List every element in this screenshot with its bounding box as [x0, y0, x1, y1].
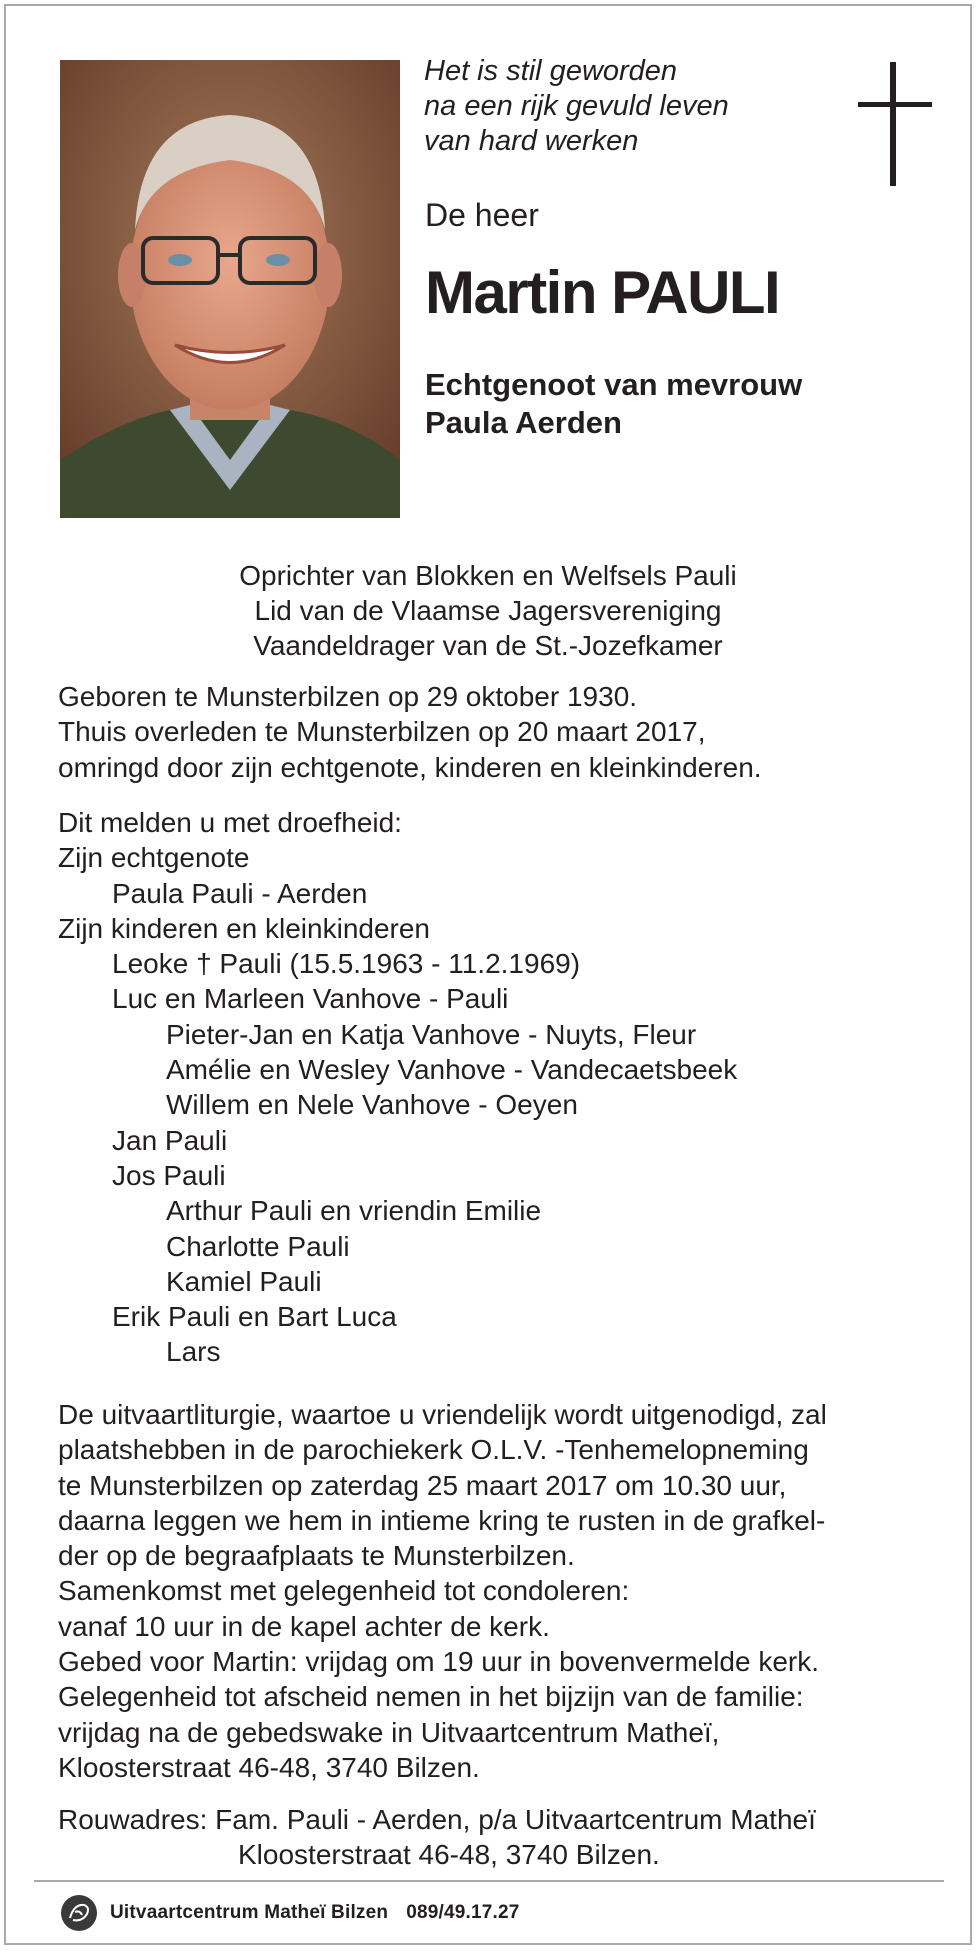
family-line: Pieter-Jan en Katja Vanhove - Nuyts, Fleur	[166, 1018, 697, 1050]
poem-line: Het is stil geworden	[424, 55, 678, 87]
role-line: Vaandeldrager van de St.-Jozefkamer	[253, 630, 723, 661]
family-line: Jan Pauli	[112, 1124, 228, 1156]
family-line: Dit melden u met droefheid:	[58, 807, 402, 838]
life-line: Geboren te Munsterbilzen op 29 oktober 1930.	[58, 681, 638, 712]
family-line: Zijn echtgenote	[58, 842, 250, 874]
footer	[60, 1892, 520, 1934]
ceremony-line: der op de begraafplaats te Munsterbilzen.	[58, 1540, 575, 1572]
family-line: Leoke † Pauli (15.5.1963 - 11.2.1969)	[112, 948, 581, 980]
family-line: Paula Pauli - Aerden	[112, 877, 368, 909]
family-line: Kamiel Pauli	[166, 1265, 322, 1297]
funeral-home-name: Uitvaartcentrum Matheï Bilzen	[110, 1902, 389, 1923]
ceremony-line: De uitvaartliturgie, waartoe u vriendelijk wordt uitgenodigd, zal	[58, 1399, 827, 1430]
footer-divider	[34, 1880, 944, 1882]
family-line: Erik Pauli en Bart Luca	[112, 1301, 397, 1333]
family-line: Lars	[166, 1336, 221, 1368]
ceremony-line: plaatshebben in de parochiekerk O.L.V. -Tenhemelopneming	[58, 1434, 809, 1466]
ceremony-line: vanaf 10 uur in de kapel achter de kerk.	[58, 1610, 550, 1642]
life-line: omringd door zijn echtgenote, kinderen en kleinkinderen.	[58, 751, 762, 783]
ceremony-line: Gelegenheid tot afscheid nemen in het bijzijn van de familie:	[58, 1681, 804, 1713]
family-line: Charlotte Pauli	[166, 1230, 350, 1262]
ceremony-line: Samenkomst met gelegenheid tot condoleren:	[58, 1575, 630, 1607]
ceremony-line: te Munsterbilzen op zaterdag 25 maart 2017 om 10.30 uur,	[58, 1469, 787, 1501]
funeral-home-logo-icon	[60, 1894, 98, 1932]
family-line: Jos Pauli	[112, 1159, 226, 1191]
spouse-line: Paula Aerden	[425, 405, 622, 440]
family-line: Arthur Pauli en vriendin Emilie	[166, 1195, 542, 1227]
address-line: Kloosterstraat 46-48, 3740 Bilzen.	[238, 1839, 660, 1870]
ceremony-line: Gebed voor Martin: vrijdag om 19 uur in bovenvermelde kerk.	[58, 1646, 820, 1678]
ceremony-info	[58, 1397, 938, 1785]
family-line: Amélie en Wesley Vanhove - Vandecaetsbeek	[166, 1054, 738, 1086]
spouse-line: Echtgenoot van mevrouw	[425, 367, 803, 402]
poem	[424, 54, 844, 159]
mourning-address	[58, 1802, 918, 1872]
portrait-photo	[60, 60, 400, 518]
role-line: Lid van de Vlaamse Jagersvereniging	[254, 595, 722, 626]
salutation: De heer	[425, 197, 539, 233]
family-line: Zijn kinderen en kleinkinderen	[58, 912, 430, 944]
family-list	[58, 805, 938, 1370]
family-line: Willem en Nele Vanhove - Oeyen	[166, 1089, 578, 1121]
life-dates	[58, 679, 938, 785]
ceremony-line: daarna leggen we hem in intieme kring te rusten in de grafkel-	[58, 1504, 826, 1536]
family-line: Luc en Marleen Vanhove - Pauli	[112, 983, 509, 1015]
spouse-info	[425, 366, 802, 442]
life-line: Thuis overleden te Munsterbilzen op 20 maart 2017,	[58, 716, 706, 748]
deceased-name: Martin PAULI	[425, 259, 780, 326]
ceremony-line: vrijdag na de gebedswake in Uitvaartcentrum Matheï,	[58, 1716, 720, 1748]
poem-line: van hard werken	[424, 125, 639, 157]
cross-icon	[858, 62, 932, 186]
poem-line: na een rijk gevuld leven	[424, 90, 729, 122]
roles	[60, 558, 916, 663]
role-line: Oprichter van Blokken en Welfsels Pauli	[239, 560, 737, 591]
funeral-home-phone: 089/49.17.27	[406, 1902, 520, 1923]
address-line: Rouwadres: Fam. Pauli - Aerden, p/a Uitvaartcentrum Matheï	[58, 1804, 816, 1835]
ceremony-line: Kloosterstraat 46-48, 3740 Bilzen.	[58, 1751, 480, 1783]
